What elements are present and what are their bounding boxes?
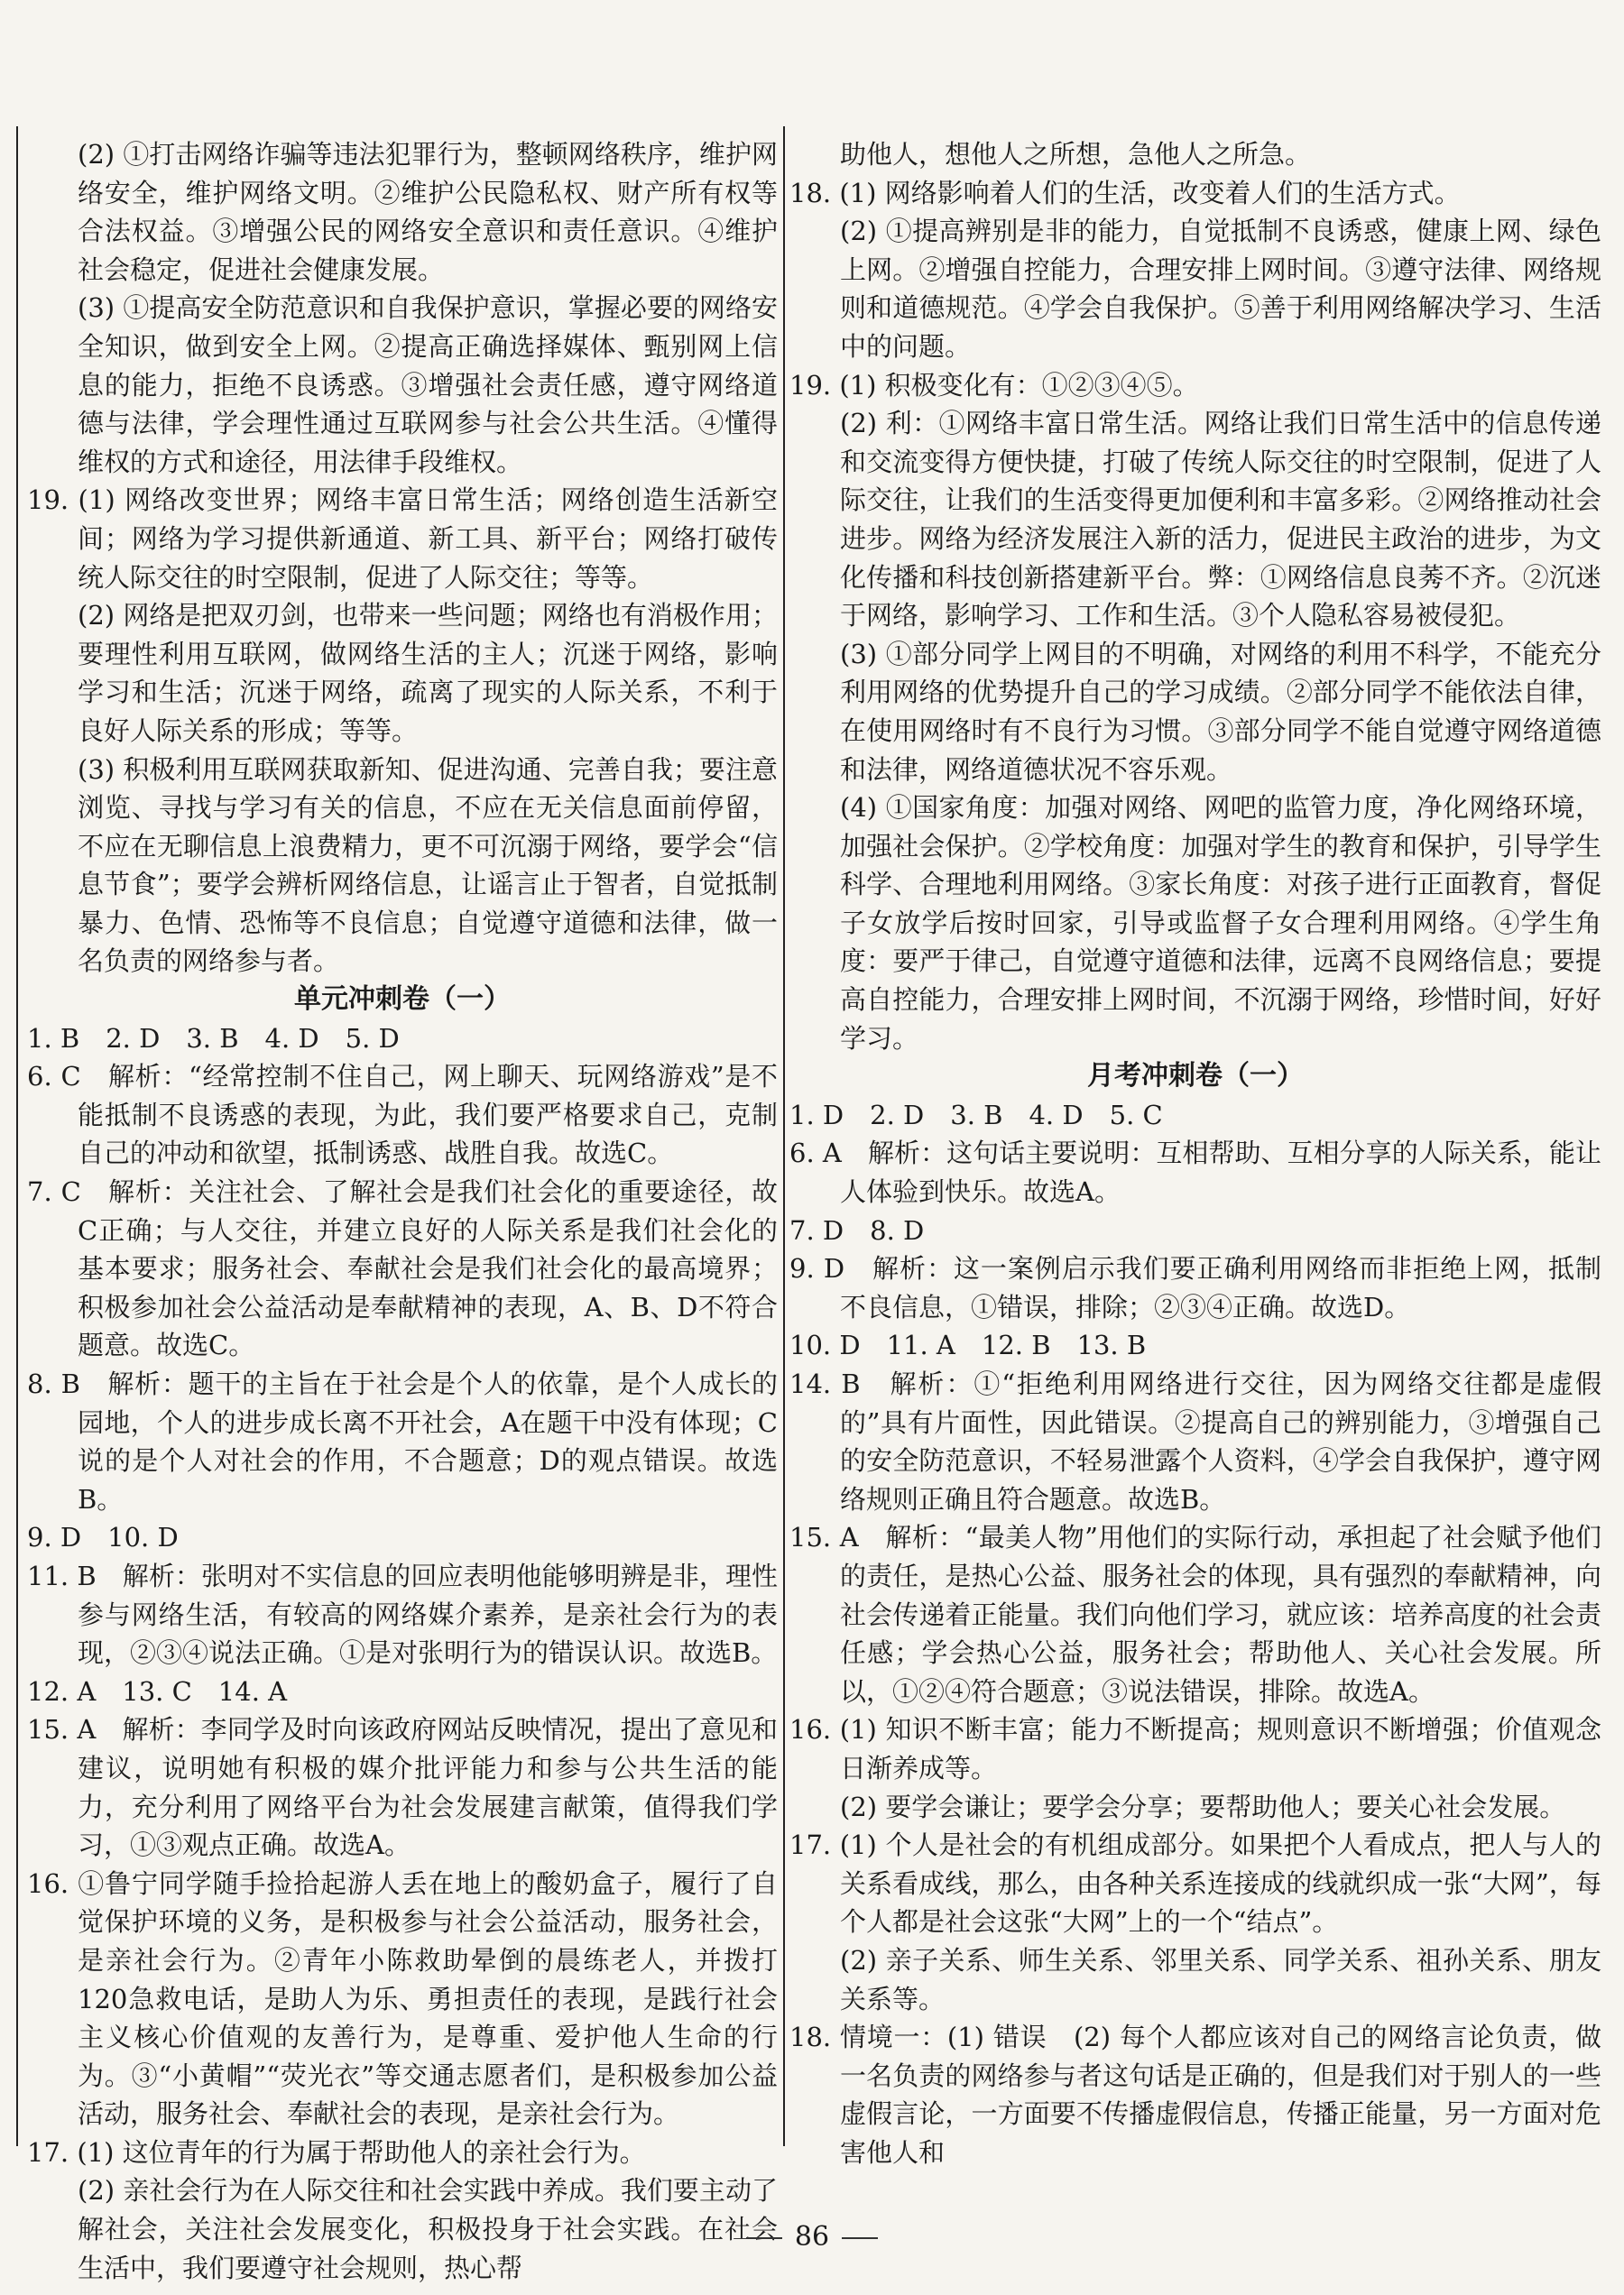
answer-paragraph: 16. (1) 知识不断丰富；能力不断提高；规则意识不断增强；价值观念日渐养成等。 [789,1714,1601,1783]
answer-paragraph: 1. D 2. D 3. B 4. D 5. C [789,1099,1163,1130]
answer-paragraph: 18. (1) 网络影响着人们的生活，改变着人们的生活方式。 [789,177,1461,208]
answer-paragraph: 10. D 11. A 12. B 13. B [789,1330,1147,1361]
answer-paragraph: 1. B 2. D 3. B 4. D 5. D [27,1022,400,1054]
answer-paragraph: 19. (1) 网络改变世界；网络丰富日常生活；网络创造生活新空间；网络为学习提供新通道、新工具、新平台；网络打破传统人际交往的时空限制，促进了人际交往；等等。 [27,484,778,593]
answer-paragraph: 7. C 解析：关注社会、了解社会是我们社会化的重要途径，故C正确；与人交往，并建立良好的人际关系是我们社会化的基本要求；服务社会、奉献社会是我们社会化的最高境界；积极参加社会公益活动是奉献精神的表现，A、B、D不符合题意。故选C。 [27,1176,778,1361]
answer-paragraph: 16. ①鲁宁同学随手捡拾起游人丢在地上的酸奶盒子，履行了自觉保护环境的义务，是积极参与社会公益活动，服务社会，是亲社会行为。②青年小陈救助晕倒的晨练老人，并拨打120急救电话，是助人为乐、勇担责任的表现，是践行社会主义核心价值观的友善行为，是尊重、爱护他人生命的行为。③“小黄帽”“荧光衣”等交通志愿者们，是积极参加公益活动，服务社会、奉献社会的表现，是亲社会行为。 [27,1867,778,2130]
page-number: 86 [794,2221,830,2253]
answer-paragraph: 15. A 解析：李同学及时向该政府网站反映情况，提出了意见和建议，说明她有积极的媒介批评能力和参与公共生活的能力，充分利用了网络平台为社会发展建言献策，值得我们学习，①③观点正确。故选A。 [27,1714,778,1861]
answer-paragraph: (3) ①提高安全防范意识和自我保护意识，掌握必要的网络安全知识，做到安全上网。②提高正确选择媒体、甄别网上信息的能力，拒绝不良诱惑。③增强社会责任感，遵守网络道德与法律，学会理性通过互联网参与社会公共生活。④懂得维权的方式和途径，用法律手段维权。 [78,292,778,477]
answer-paragraph: 助他人，想他人之所想，急他人之所急。 [840,139,1312,170]
answer-paragraph: (2) 亲社会行为在人际交往和社会实践中养成。我们要主动了解社会，关注社会发展变化，积极投身于社会实践。在社会生活中，我们要遵守社会规则，热心帮 [78,2175,778,2283]
answer-paragraph: (4) ①国家角度：加强对网络、网吧的监管力度，净化网络环境，加强社会保护。②学校角度：加强对学生的教育和保护，引导学生科学、合理地利用网络。③家长角度：对孩子进行正面教育，督促子女放学后按时回家，引导或监督子女合理利用网络。④学生角度：要严于律己，自觉遵守道德和法律，远离不良网络信息；要提高自控能力，合理安排上网时间，不沉溺于网络，珍惜时间，好好学习。 [840,792,1601,1054]
answer-paragraph: 11. B 解析：张明对不实信息的回应表明他能够明辨是非，理性参与网络生活，有较高的网络媒介素养，是亲社会行为的表现，②③④说法正确。①是对张明行为的错误认识。故选B。 [27,1560,778,1669]
answer-paragraph: 9. D 10. D [27,1522,179,1553]
answer-paragraph: (2) 网络是把双刃剑，也带来一些问题；网络也有消极作用；要理性利用互联网，做网络生活的主人；沉迷于网络，影响学习和生活；沉迷于网络，疏离了现实的人际关系，不利于良好人际关系的形成；等等。 [78,600,778,746]
answer-paragraph: (3) ①部分同学上网目的不明确，对网络的利用不科学，不能充分利用网络的优势提升自己的学习成绩。②部分同学不能依法自律，在使用网络时有不良行为习惯。③部分同学不能自觉遵守网络道德和法律，网络道德状况不容乐观。 [840,638,1601,785]
footer-dash-left [746,2237,782,2239]
left-margin-rule [16,126,18,2146]
answer-paragraph: (2) ①提高辨别是非的能力，自觉抵制不良诱惑，健康上网、绿色上网。②增强自控能力，合理安排上网时间。③遵守法律、网络规则和道德规范。④学会自我保护。⑤善于利用网络解决学习、生活中的问题。 [840,216,1601,362]
answer-paragraph: 19. (1) 积极变化有：①②③④⑤。 [789,369,1199,401]
footer-dash-right [842,2237,878,2239]
column-divider [783,126,785,2146]
answer-paragraph: 9. D 解析：这一案例启示我们要正确利用网络而非拒绝上网，抵制不良信息，①错误，排除；②③④正确。故选D。 [789,1253,1601,1323]
answer-paragraph: 12. A 13. C 14. A [27,1675,288,1707]
answer-paragraph: 8. B 解析：题干的主旨在于社会是个人的依靠，是个人成长的园地，个人的进步成长离不开社会，A在题干中没有体现；C说的是个人对社会的作用，不合题意；D的观点错误。故选B。 [27,1369,778,1515]
answer-paragraph: (2) 要学会谦让；要学会分享；要帮助他人；要关心社会发展。 [840,1791,1566,1822]
answer-paragraph: 6. A 解析：这句话主要说明：互相帮助、互相分享的人际关系，能让人体验到快乐。故选A。 [789,1138,1601,1208]
left-column [27,135,778,2287]
answer-paragraph: 17. (1) 这位青年的行为属于帮助他人的亲社会行为。 [27,2136,646,2168]
answer-paragraph: 6. C 解析：“经常控制不住自己，网上聊天、玩网络游戏”是不能抵制不良诱惑的表现，为此，我们要严格要求自己，克制自己的冲动和欲望，抵制诱惑、战胜自我。故选C。 [27,1061,778,1169]
answer-paragraph: (3) 积极利用互联网获取新知、促进沟通、完善自我；要注意浏览、寻找与学习有关的信息，不应在无关信息面前停留，不应在无聊信息上浪费精力，更不可沉溺于网络，要学会“信息节食”；要学会辨析网络信息，让谣言止于智者，自觉抵制暴力、色情、恐怖等不良信息；自觉遵守道德和法律，做一名负责的网络参与者。 [78,753,778,977]
answer-paragraph: 14. B 解析：①“拒绝利用网络进行交往，因为网络交往都是虚假的”具有片面性，因此错误。②提高自己的辨别能力，③增强自己的安全防范意识，不轻易泄露个人资料，④学会自我保护，遵守网络规则正确且符合题意。故选B。 [789,1369,1601,1515]
answer-paragraph: 17. (1) 个人是社会的有机组成部分。如果把个人看成点，把人与人的关系看成线，那么，由各种关系连接成的线就织成一张“大网”，每个人都是社会这张“大网”上的一个“结点”。 [789,1830,1601,1938]
page-footer [0,2221,1624,2253]
answer-paragraph: (2) ①打击网络诈骗等违法犯罪行为，整顿网络秩序，维护网络安全，维护网络文明。②维护公民隐私权、财产所有权等合法权益。③增强公民的网络安全意识和责任意识。④维护社会稳定，促进社会健康发展。 [78,139,778,285]
right-column [789,135,1601,2171]
section-heading: 单元冲刺卷（一） [294,983,511,1016]
answer-paragraph: 7. D 8. D [789,1214,925,1246]
section-heading: 月考冲刺卷（一） [1087,1060,1304,1092]
answer-paragraph: (2) 亲子关系、师生关系、邻里关系、同学关系、祖孙关系、朋友关系等。 [840,1944,1601,2014]
answer-paragraph: (2) 利：①网络丰富日常生活。网络让我们日常生活中的信息传递和交流变得方便快捷，打破了传统人际交往的时空限制，促进了人际交往，让我们的生活变得更加便利和丰富多彩。②网络推动社会进步。网络为经济发展注入新的活力，促进民主政治的进步，为文化传播和科技创新搭建新平台。弊：①网络信息良莠不齐。②沉迷于网络，影响学习、工作和生活。③个人隐私容易被侵犯。 [840,408,1601,631]
answer-paragraph: 18. 情境一：(1) 错误 (2) 每个人都应该对自己的网络言论负责，做一名负责的网络参与者这句话是正确的，但是我们对于别人的一些虚假言论，一方面要不传播虚假信息，传播正能量，另一方面对危害他人和 [789,2022,1601,2168]
answer-paragraph: 15. A 解析：“最美人物”用他们的实际行动，承担起了社会赋予他们的责任，是热心公益、服务社会的体现，具有强烈的奉献精神，向社会传递着正能量。我们向他们学习，就应该：培养高度的社会责任感；学会热心公益，服务社会；帮助他人、关心社会发展。所以，①②④符合题意；③说法错误，排除。故选A。 [789,1522,1601,1707]
